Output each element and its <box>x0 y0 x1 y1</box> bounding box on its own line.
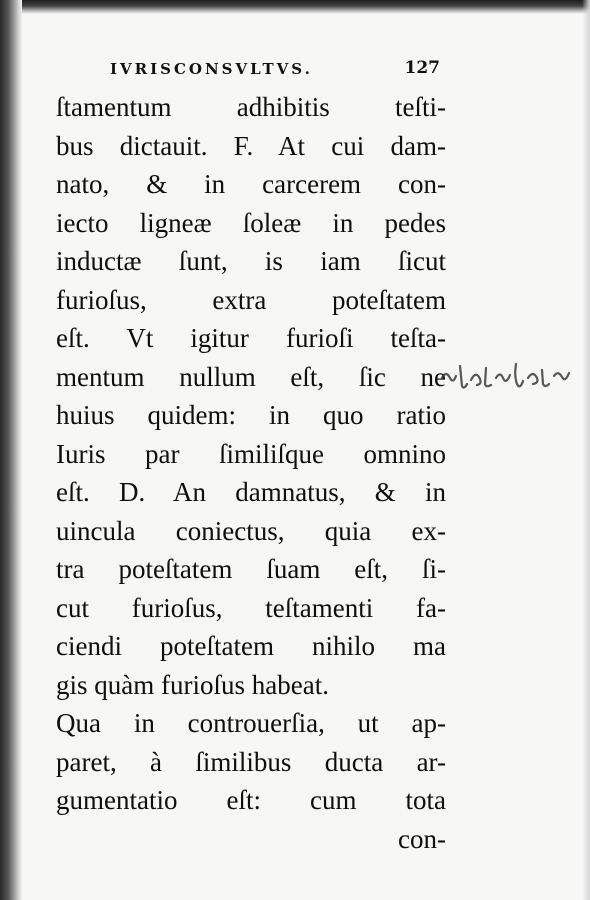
text-line: paret, à ſimilibus ducta ar- <box>56 746 446 777</box>
text-line: gis quàm furioſus habeat. <box>56 669 329 700</box>
text-line: Qua in controuerſia, ut ap- <box>56 708 446 738</box>
text-line: inductæ ſunt, is iam ſicut <box>56 246 446 276</box>
text-line: eſt. D. An damnatus, & in <box>56 477 446 507</box>
text-line: ciendi poteſtatem nihilo ma <box>56 631 446 661</box>
text-line: cut furioſus, teſtamenti fa- <box>56 592 446 623</box>
page-edge-shadow <box>582 0 590 900</box>
catchword: con- <box>398 823 446 854</box>
body-text <box>56 88 446 858</box>
text-line: ſtamentum adhibitis teſti- <box>56 92 446 122</box>
running-title: IVRISCONSVLTVS. <box>110 60 313 78</box>
text-line: iecto ligneæ ſoleæ in pedes <box>56 207 446 238</box>
text-line: furioſus, extra poteſtatem <box>56 284 446 315</box>
page-gutter <box>0 0 22 900</box>
text-line: eſt. Vt igitur furioſi teſta- <box>56 323 446 353</box>
text-line: mentum nullum eſt, ſic ne <box>56 361 446 392</box>
page-top-edge <box>22 0 590 14</box>
running-head <box>110 58 440 82</box>
page-number: 127 <box>404 58 440 78</box>
text-line: bus dictauit. F. At cui dam- <box>56 130 446 161</box>
text-line: Iuris par ſimiliſque omnino <box>56 438 446 469</box>
text-line: tra poteſtatem ſuam eſt, ſi- <box>56 554 446 584</box>
text-line: uincula coniectus, quia ex- <box>56 515 446 546</box>
text-line: nato, & in carcerem con- <box>56 169 446 199</box>
text-line: huius quidem: in quo ratio <box>56 400 446 430</box>
handwritten-note-icon <box>438 356 578 396</box>
text-line: gumentatio eſt: cum tota <box>56 785 446 815</box>
